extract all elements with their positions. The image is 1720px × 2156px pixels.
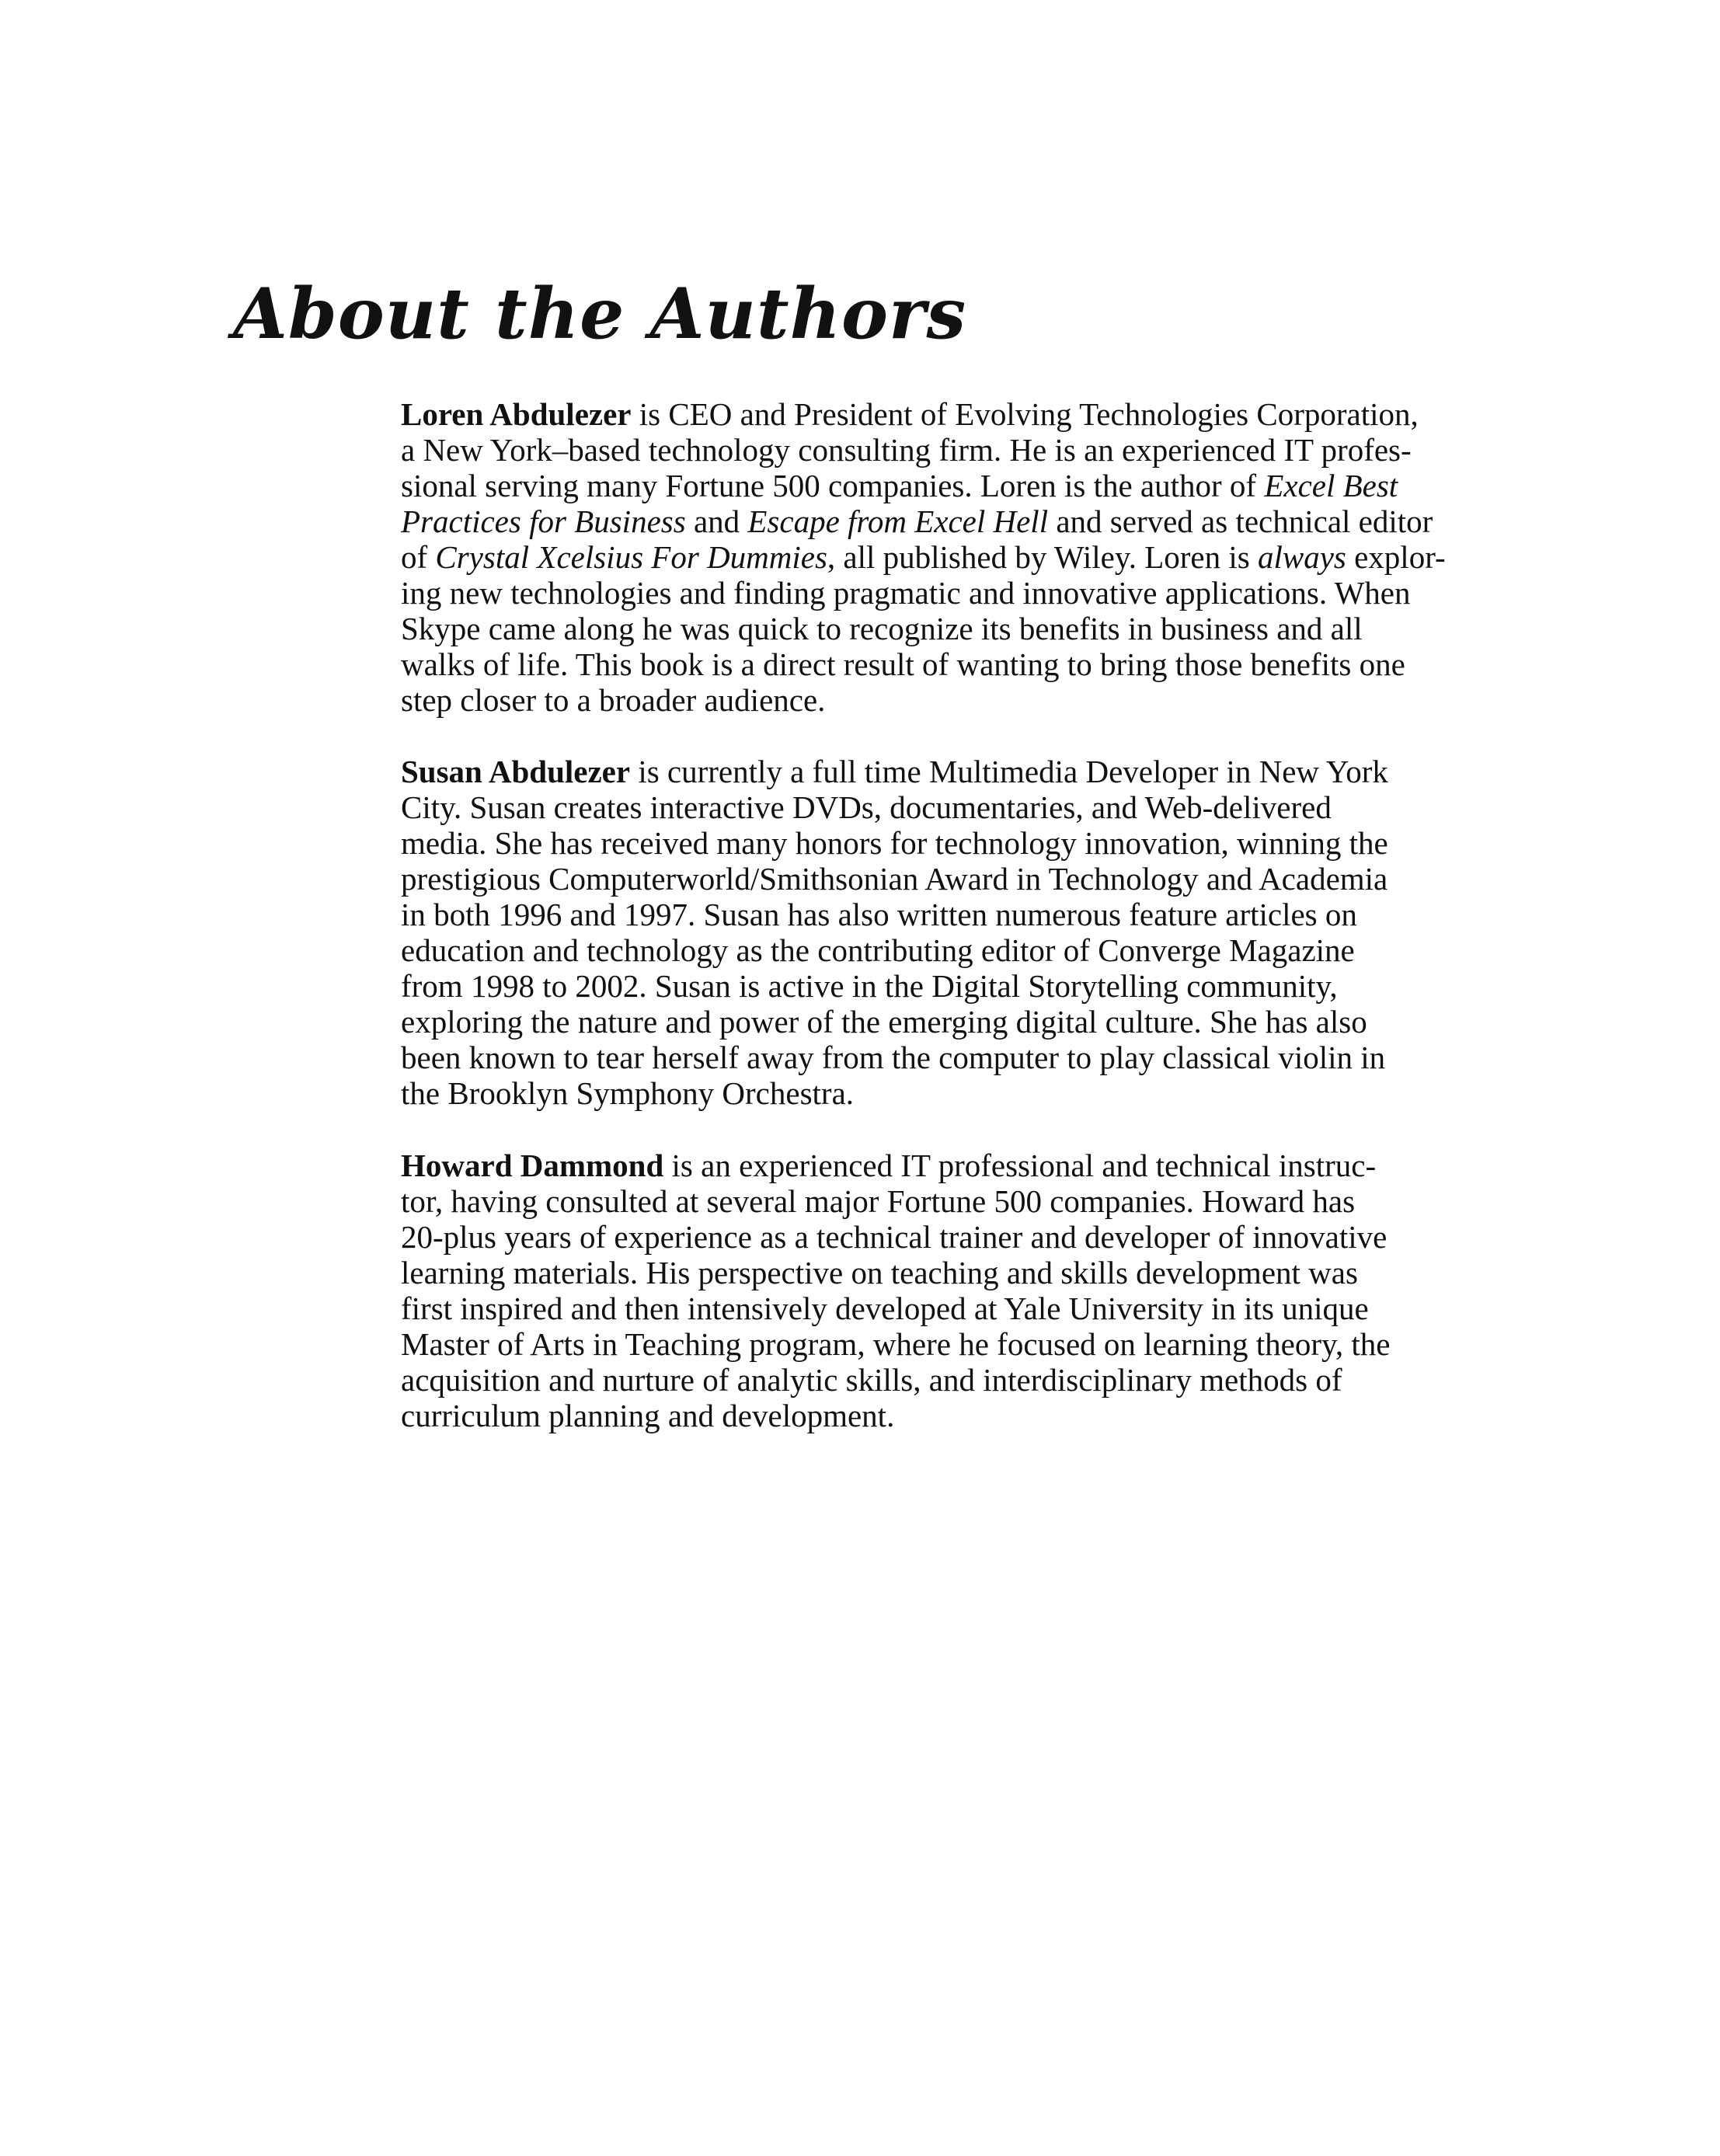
bio-text: explor- (1346, 539, 1446, 575)
book-title-text: Crystal Xcelsius For Dummies (435, 539, 827, 575)
bio-line (401, 789, 1510, 825)
bio-text: learning materials. His perspective on teaching and skills development was (401, 1255, 1358, 1290)
bio-line (401, 968, 1510, 1004)
bio-text: prestigious Computerworld/Smithsonian Award in Technology and Academia (401, 861, 1388, 897)
bio-text: walks of life. This book is a direct result of wanting to bring those benefits one (401, 646, 1405, 682)
bio-line (401, 611, 1510, 646)
bio-line (401, 1040, 1510, 1075)
bio-line (401, 575, 1510, 611)
bio-text: is an experienced IT professional and technical instruc- (663, 1148, 1377, 1183)
bio-line (401, 468, 1510, 503)
bio-text: , all published by Wiley. Loren is (827, 539, 1258, 575)
author-bio-loren-abdulezer (401, 396, 1510, 718)
page-title: About the Authors (233, 273, 967, 355)
bio-text: ing new technologies and finding pragmatic and innovative applications. When (401, 575, 1411, 611)
author-bio-susan-abdulezer (401, 754, 1510, 1111)
bio-text: and (685, 503, 748, 539)
bio-line (401, 932, 1510, 968)
bio-text: media. She has received many honors for technology innovation, winning the (401, 825, 1388, 861)
bio-line (401, 1183, 1510, 1219)
bio-text: curriculum planning and development. (401, 1398, 895, 1433)
author-bio-howard-dammond (401, 1148, 1510, 1433)
bio-text: from 1998 to 2002. Susan is active in the Digital Storytelling community, (401, 968, 1338, 1004)
bio-text: tor, having consulted at several major Fortune 500 companies. Howard has (401, 1183, 1356, 1219)
author-name: Susan Abdulezer (401, 754, 631, 789)
bio-line (401, 1290, 1510, 1326)
bio-text: City. Susan creates interactive DVDs, documentaries, and Web-delivered (401, 789, 1332, 825)
bio-line (401, 1219, 1510, 1255)
bio-text: and served as technical editor (1048, 503, 1433, 539)
bio-text: sional serving many Fortune 500 companies. Loren is the author of (401, 468, 1265, 503)
bio-text: education and technology as the contributing editor of Converge Magazine (401, 932, 1355, 968)
bio-text: Master of Arts in Teaching program, where he focused on learning theory, the (401, 1326, 1391, 1362)
bio-line (401, 754, 1510, 789)
bio-text: of (401, 539, 436, 575)
book-title-text: Excel Best (1264, 468, 1398, 503)
bio-text: is currently a full time Multimedia Developer in New York (630, 754, 1388, 789)
bio-line (401, 1362, 1510, 1398)
bio-line (401, 1004, 1510, 1040)
book-title-text: Escape from Excel Hell (747, 503, 1049, 539)
bio-text: first inspired and then intensively developed at Yale University in its unique (401, 1290, 1369, 1326)
bio-text: is CEO and President of Evolving Technologies Corporation, (631, 396, 1419, 432)
bio-text: in both 1996 and 1997. Susan has also written numerous feature articles on (401, 897, 1357, 932)
book-title-text: always (1257, 539, 1346, 575)
bio-text: the Brooklyn Symphony Orchestra. (401, 1075, 855, 1111)
author-name: Howard Dammond (401, 1148, 664, 1183)
bio-line (401, 1255, 1510, 1290)
bio-line (401, 646, 1510, 682)
author-name: Loren Abdulezer (401, 396, 632, 432)
bio-text: a New York–based technology consulting firm. He is an experienced IT profes- (401, 432, 1412, 468)
bio-text: 20-plus years of experience as a technical trainer and developer of innovative (401, 1219, 1387, 1255)
bio-line (401, 1148, 1510, 1183)
bio-line (401, 432, 1510, 468)
bio-line (401, 861, 1510, 897)
bio-line (401, 1398, 1510, 1433)
bio-line (401, 1075, 1510, 1111)
bio-text: acquisition and nurture of analytic skills, and interdisciplinary methods of (401, 1362, 1342, 1398)
book-title-text: Practices for Business (401, 503, 686, 539)
bio-text: exploring the nature and power of the emerging digital culture. She has also (401, 1004, 1367, 1040)
bio-line (401, 682, 1510, 718)
bio-text: Skype came along he was quick to recognize its benefits in business and all (401, 611, 1363, 646)
bio-line (401, 897, 1510, 932)
bio-text: been known to tear herself away from the computer to play classical violin in (401, 1040, 1386, 1075)
bio-line (401, 1326, 1510, 1362)
bio-line (401, 503, 1510, 539)
bio-line (401, 396, 1510, 432)
bio-line (401, 825, 1510, 861)
bio-line (401, 539, 1510, 575)
bio-text: step closer to a broader audience. (401, 682, 826, 718)
